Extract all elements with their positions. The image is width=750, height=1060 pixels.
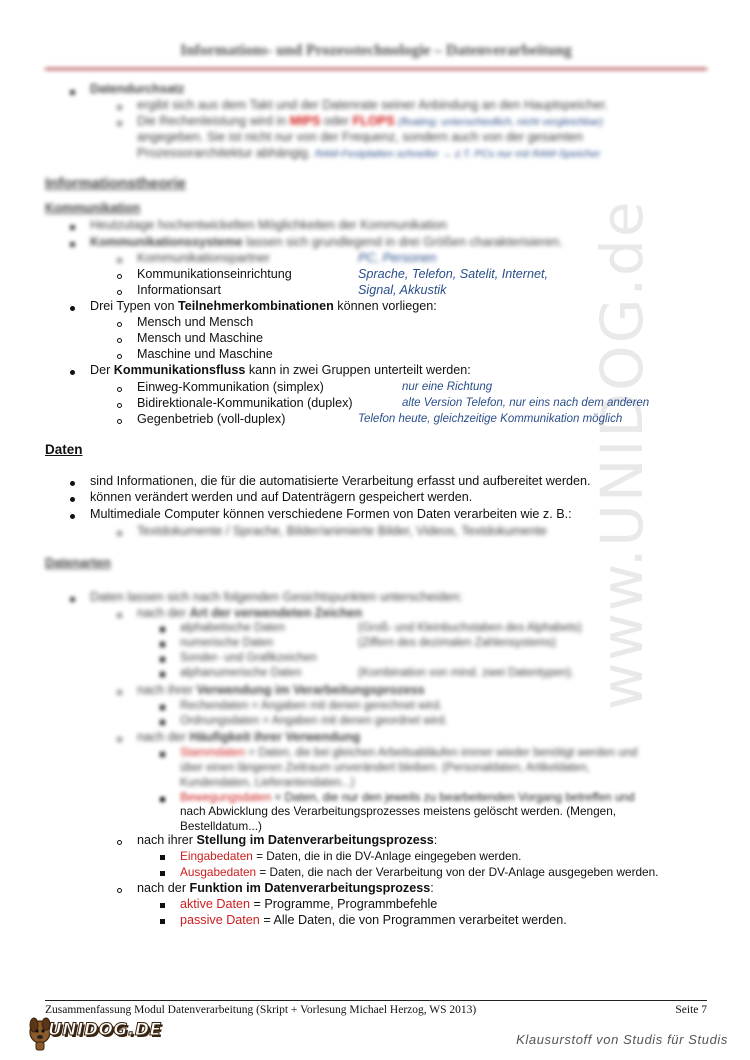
bullet [117,290,122,295]
list-item: Daten lassen sich nach folgenden Gesichtspunkten unterscheiden: [90,590,463,604]
bullet [160,855,165,860]
bullet [117,690,122,695]
footer-slogan: Klausurstoff von Studis für Studis [516,1032,728,1047]
bullet [70,225,75,230]
list-item: Stammdaten = Daten, die bei gleichen Arbeitsabläufen immer wieder benötigt werden und [180,747,638,759]
bullet [160,705,165,710]
list-item: Einweg-Kommunikation (simplex) [137,380,324,394]
subsection-title: Kommunikation [45,201,141,215]
list-item: Prozessorarchitektur abhängig. RAM-Festplatten schneller → z.T. PCs nur mit RAM-Speicher [137,146,601,160]
section-title: Daten [45,442,83,457]
section-title: Datenarten [45,556,111,570]
bullet [117,322,122,327]
page-header: Informations- und Prozesstechnologie – Datenverarbeitung [45,42,707,70]
bullet [117,258,122,263]
section-title: Informationstheorie [45,175,186,192]
list-item: Bidirektionale-Kommunikation (duplex) [137,396,353,410]
bullet [160,797,165,802]
bullet [70,481,75,486]
list-item: alphanumerische Daten [180,667,302,679]
bullet [117,354,122,359]
bullet [160,642,165,647]
bullet [117,121,122,126]
bullet [117,888,122,893]
list-item: aktive Daten = Programme, Programmbefehle [180,897,438,911]
list-item: nach ihrer Stellung im Datenverarbeitungsprozess: [137,833,438,847]
bullet [70,306,75,311]
bullet [70,90,75,95]
list-item: Rechendaten = Angaben mit denen gerechnet wird. [180,700,443,712]
note: (Groß- und Kleinbuchstaben des Alphabets) [358,622,582,634]
bullet [117,338,122,343]
list-item: sind Informationen, die für die automatisierte Verarbeitung erfasst und aufbereitet werden. [90,474,591,488]
bullet [160,720,165,725]
note: Sprache, Telefon, Satelit, Internet, [358,267,548,281]
list-item: Gegenbetrieb (voll-duplex) [137,412,286,426]
list-item: Datendurchsatz [90,82,185,96]
list-item: Heutzutage hochentwickelten Möglichkeiten der Kommunikation [90,218,448,232]
footer-title: Zusammenfassung Modul Datenverarbeitung (Skript + Vorlesung Michael Herzog, WS 2013) [45,1004,477,1016]
bullet [117,531,122,536]
bullet [70,242,75,247]
bullet [160,752,165,757]
list-item: Mensch und Mensch [137,315,254,329]
list-item: Bestelldatum...) [180,819,262,833]
list-item: Sonder- und Grafikzeichen [180,652,317,664]
list-item: numerische Daten [180,637,274,649]
logo-text: UNIDOG.DE [48,1020,162,1040]
bullet [70,370,75,375]
list-item: Die Rechenleistung wird in MIPS oder FLOPS (floating; unterschiedlich, nicht vergleichbar) [137,114,603,128]
list-item: Drei Typen von Teilnehmerkombinationen können vorliegen: [90,299,437,313]
note: Signal, Akkustik [358,283,447,297]
list-item: Kommunikationseinrichtung [137,267,292,281]
bullet [117,613,122,618]
watermark: www.UNIDOG.de [588,199,656,710]
note: Telefon heute, gleichzeitige Kommunikation möglich [358,413,623,425]
bullet [160,871,165,876]
list-item: alphabetische Daten [180,622,285,634]
list-item: Der Kommunikationsfluss kann in zwei Gruppen unterteilt werden: [90,363,471,377]
bullet [70,514,75,519]
list-item: nach ihrer Verwendung im Verarbeitungsprozess [137,683,425,697]
list-item: passive Daten = Alle Daten, die von Programmen verarbeitet werden. [180,913,567,927]
bullet [117,840,122,845]
bullet [160,903,165,908]
bullet [160,919,165,924]
list-item: Informationsart [137,283,221,297]
footer-divider [45,1000,707,1001]
list-item: Multimediale Computer können verschiedene Formen von Daten verarbeiten wie z. B.: [90,507,572,521]
note: (Ziffern des dezimalen Zahlensystems) [358,637,556,649]
list-item: Kommunikationspartner [137,251,270,265]
bullet [117,105,122,110]
list-item: ergibt sich aus dem Takt und der Datenrate seiner Anbindung an den Hauptspeicher. [137,98,608,112]
list-item: Kundendaten, Lieferantendaten...) [180,777,355,789]
list-item: Ausgabedaten = Daten, die nach der Verarbeitung von der DV-Anlage ausgegeben werden. [180,865,659,879]
list-item: nach der Art der verwendeten Zeichen [137,606,363,620]
list-item: nach der Funktion im Datenverarbeitungsprozess: [137,881,434,895]
list-item: Bewegungsdaten = Daten, die nur den jeweils zu bearbeitenden Vorgang betreffen und [180,790,635,804]
bullet [160,672,165,677]
note: (Kombination von mind. zwei Datentypen). [358,667,575,679]
list-item: über einen längeren Zeitraum unverändert bleiben. (Personaldaten, Artikeldaten, [180,762,590,774]
list-item: Eingabedaten = Daten, die in die DV-Anlage eingegeben werden. [180,849,522,863]
list-item: nach Abwicklung des Verarbeitungsprozesses meistens gelöscht werden. (Mengen, [180,804,617,818]
list-item: Ordnungsdaten = Angaben mit denen geordnet wird. [180,715,448,727]
list-item: nach der Häufigkeit ihrer Verwendung [137,730,361,744]
bullet [117,387,122,392]
bullet [117,737,122,742]
list-item: angegeben. Sie ist nicht nur von der Frequenz, sondern auch von der gesamten [137,130,583,144]
note: alte Version Telefon, nur eins nach dem anderen [402,397,650,409]
bullet [70,497,75,502]
bullet [117,403,122,408]
list-item: Mensch und Maschine [137,331,264,345]
list-item: Maschine und Maschine [137,347,273,361]
list-item: können verändert werden und auf Datenträgern gespeichert werden. [90,490,473,504]
note: nur eine Richtung [402,381,493,393]
note: PC, Personen [358,251,437,265]
list-item: Kommunikationssysteme lassen sich grundlegend in drei Größen charakterisieren. [90,235,563,249]
bullet [117,274,122,279]
list-item: Textdokumente / Sprache, Bilder/animierte Bilder, Videos, Textdokumente [137,524,547,538]
bullet [160,627,165,632]
page-number: Seite 7 [675,1004,707,1016]
bullet [117,419,122,424]
bullet [160,657,165,662]
bullet [70,597,75,602]
